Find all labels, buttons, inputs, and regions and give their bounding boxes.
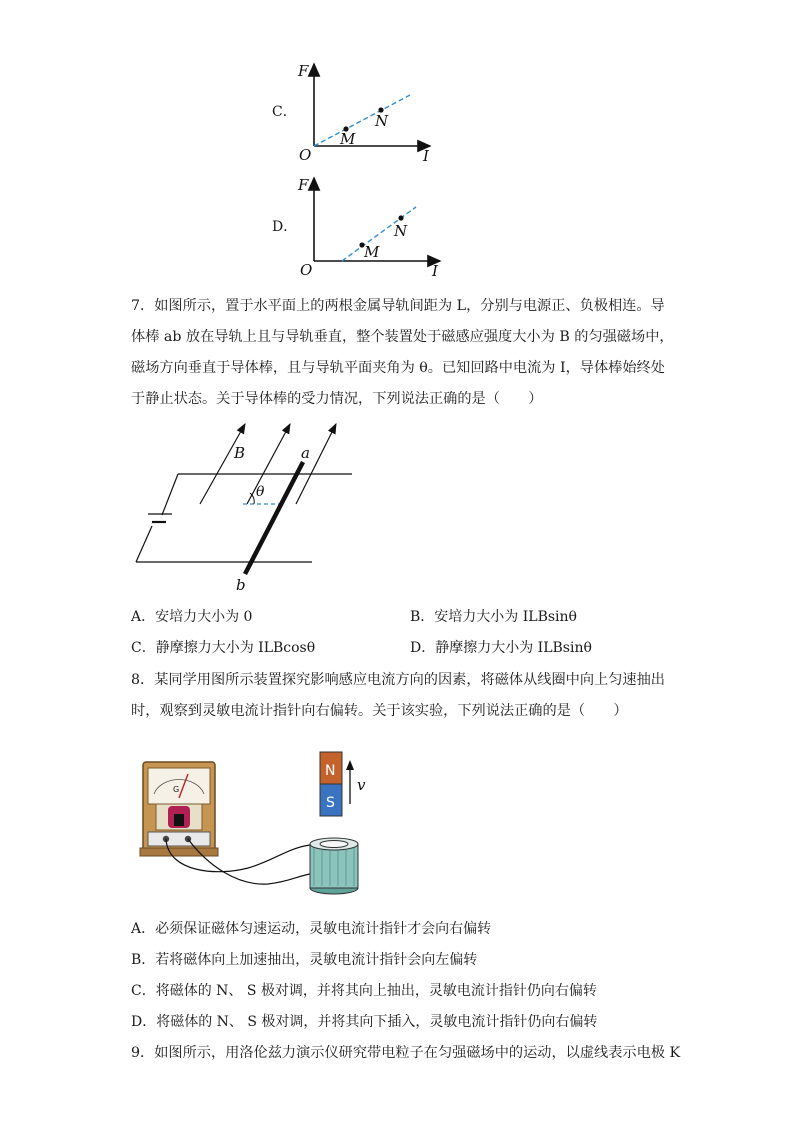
q8-option-b: B．若将磁体向上加速抽出，灵敏电流计指针会向左偏转 — [131, 952, 478, 968]
q9-line-1: 9．如图所示，用洛伦兹力演示仪研究带电粒子在匀强磁场中的运动，以虚线表示电极 K — [131, 1045, 681, 1061]
q8-option-c: C．将磁体的 N、 S 极对调，并将其向上抽出，灵敏电流计指针仍向右偏转 — [131, 983, 597, 999]
q7-option-b: B．安培力大小为 ILBsinθ — [410, 609, 577, 625]
q7-option-c: C．静摩擦力大小为 ILBcosθ — [131, 640, 316, 656]
q7-figure — [130, 418, 370, 598]
galvanometer-g-label: G — [173, 785, 180, 794]
graph-c-m-label: M — [340, 130, 356, 148]
graph-c — [290, 58, 450, 168]
q7-option-d: D．静摩擦力大小为 ILBsinθ — [410, 640, 592, 656]
q8-option-d: D．将磁体的 N、 S 极对调，并将其向下插入，灵敏电流计指针仍向右偏转 — [131, 1014, 598, 1030]
graph-d-y-label: F — [298, 176, 309, 194]
graph-c-y-label: F — [298, 62, 309, 80]
q8-figure — [138, 748, 378, 898]
q8-option-a: A．必须保证磁体匀速运动，灵敏电流计指针才会向右偏转 — [131, 921, 492, 937]
q8-line-2: 时，观察到灵敏电流计指针向右偏转。关于该实验，下列说法正确的是（ ） — [131, 703, 628, 719]
graph-d-origin: O — [300, 261, 313, 279]
velocity-label: v — [357, 776, 366, 794]
q7-line-2: 体棒 ab 放在导轨上且与导轨垂直，整个装置处于磁感应强度大小为 B 的匀强磁场中， — [131, 329, 674, 345]
q7-label-theta: θ — [256, 484, 265, 500]
q7-line-3: 磁场方向垂直于导体棒，且与导轨平面夹角为 θ。已知回路中电流为 I，导体棒始终处 — [131, 360, 665, 376]
graph-c-x-label: I — [423, 147, 429, 165]
q7-line-4: 于静止状态。关于导体棒的受力情况，下列说法正确的是（ ） — [131, 391, 543, 407]
coil-body — [310, 844, 358, 888]
graph-d-n-label: N — [394, 222, 408, 240]
q7-line-1: 7．如图所示，置于水平面上的两根金属导轨间距为 L，分别与电源正、负极相连。导 — [131, 298, 665, 314]
q8-line-1: 8．某同学用图所示装置探究影响感应电流方向的因素，将磁体从线圈中向上匀速抽出 — [131, 672, 665, 688]
q7-label-a: a — [301, 444, 310, 462]
q7-b-arrow-1 — [200, 424, 245, 504]
graph-c-n-label: N — [375, 112, 389, 130]
graph-d-point-n — [398, 215, 403, 220]
graph-d-m-label: M — [364, 243, 380, 261]
graph-d — [290, 172, 450, 282]
magnet-s-label: S — [326, 795, 335, 811]
graph-d-x-label: I — [432, 262, 438, 280]
graph-c-origin: O — [299, 146, 312, 164]
q7-label-b-end: b — [236, 576, 246, 594]
graph-c-dashed-line — [314, 95, 410, 146]
option-c-label: C． — [272, 104, 297, 120]
q7-b-arrow-2 — [247, 424, 290, 504]
magnet-n-label: N — [325, 763, 336, 779]
q7-option-a: A．安培力大小为 0 — [131, 609, 253, 625]
q7-conductor-ab — [245, 462, 303, 574]
q7-label-b-field: B — [234, 444, 246, 462]
option-d-label: D． — [272, 219, 298, 235]
